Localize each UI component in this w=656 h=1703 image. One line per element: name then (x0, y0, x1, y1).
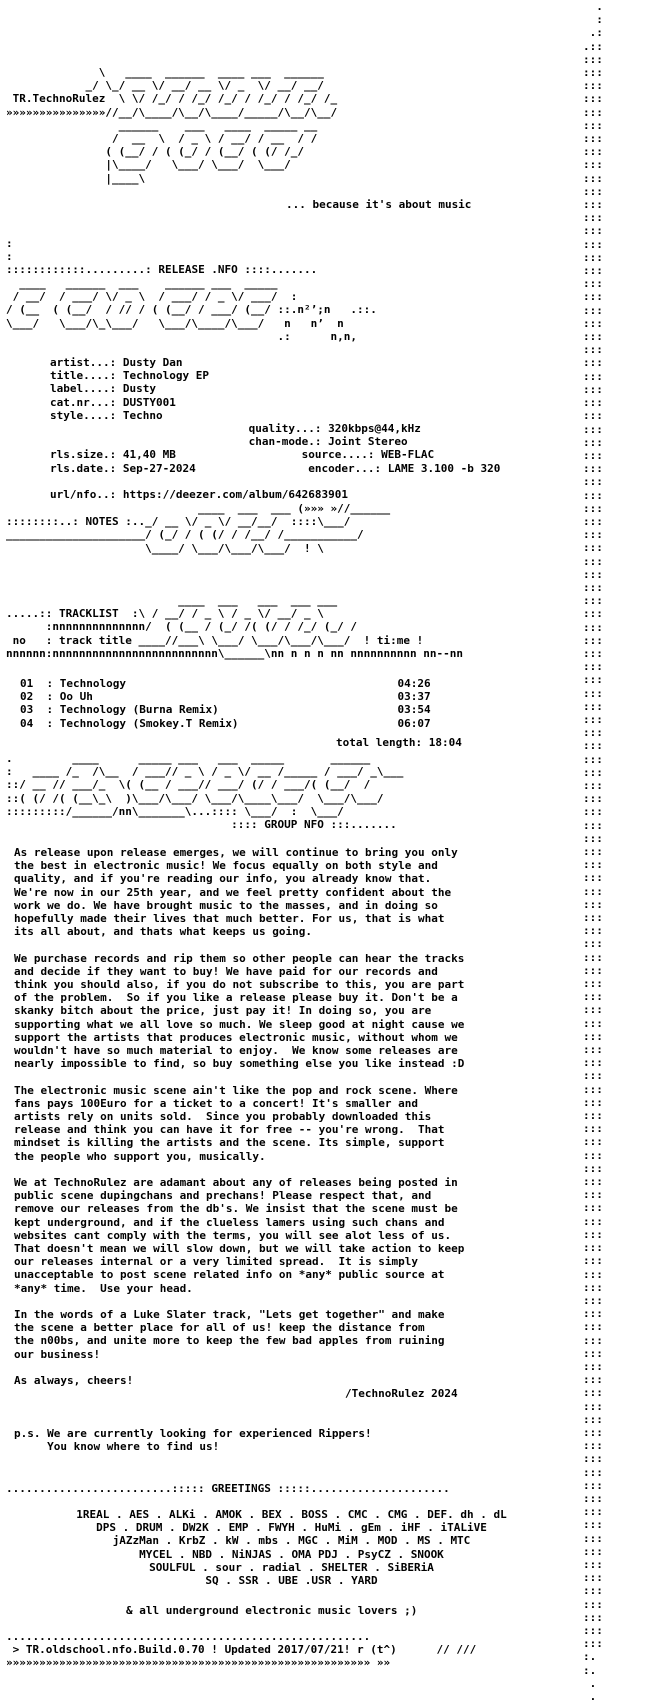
group-section-title: GROUP NFO (264, 818, 324, 832)
footer-bar: ....................................................... > TR.oldschool.nfo.Build.0.70 ! Updated 2017/07/21! r (t^) // /// »»»»»»»»»»»»»»»»»»»»»»»»»»»»»»»»»»»»»»»»»»»»»»»»»»»»»»» »» (6, 1630, 477, 1670)
col-time: ti:me (376, 633, 411, 647)
track-list (20, 677, 431, 730)
header-logo-art: \ ____ ______ ____ ___ ______ _/ \_/ __ \/ __/ __ \/ _ \/ __/ __/ TR.TechnoRulez \ \/ /_/ / /_/ /_/ / /_/ / /_/ /_ »»»»»»»»»»»»»»»//__/\____/\__/\____/_____/\__/\__/ ______ ___ ____ _____ __ / __ \ / _ \ / __/ / __ / / ( (__/ / ( (_/ / (__/ ( (/ /_/ |\____/ \___/ \___/ \___/ |____\ (6, 66, 338, 185)
greetings-section-title: GREETINGS (211, 1482, 271, 1495)
footer-updated: Updated 2017/07/21 (224, 1643, 344, 1657)
encoder-value: LAME 3.100 -b 320 (387, 461, 501, 475)
quality-value: 320kbps@44,kHz (328, 422, 421, 436)
source-value: WEB-FLAC (381, 448, 435, 462)
greetings-line: SOULFUL . sour . radial . SHELTER . SiBERiA (149, 1560, 434, 1574)
group-paragraph: We purchase records and rip them so other people can hear the tracks and decide if they want to buy! We have paid for our records and think you should also, if you do not subscribe to this, you are part of the problem. So if you like a release please buy it. Don't be a skanky bitch about the price, just pay it! In doing so, you are supporting what we all love so much. We sleep good at night cause we support the artists that produces electronic music, without whom we wouldn't have so much material to enjoy. We know some releases are nearly impossible to find, so buy something else you like instead :D (14, 951, 465, 1071)
chanmode-value: Joint Stereo (328, 435, 408, 449)
group-header-art: . ____ _____ ___ ___ _____ ______ : ____ /_ /\__ / ___// _ \ / _ \/ __ /_____ / ___/ _\___ ::/ __ // ___/_ \( (__ / ___// ___/ (/ / ___/( (__/ / ::( (/ /( (__\_\ )\___/\___/ \___/\____\___/ \___/\___/ :::::::::/______/nn\_______\...:::: \___/ : \___/ :::: GROUP NFO :::....... (6, 752, 404, 832)
artist-value: Dusty Dan (122, 356, 183, 369)
release-info: artist...: Dusty Dan title....: Technology EP label....: Dusty cat.nr...: DUSTY001 style....: Techno quality...: 320kbps@44,kHz chan-mode.: Joint Stereo rls.size.: 41,40 MB source....: WEB-FLAC rls.date.: Sep-27-2024 encoder...: LAME 3.100 -b 320 url/nfo..: https://deezer.com/album/642683901 (50, 356, 501, 502)
catnr-value: DUSTY001 (122, 395, 176, 409)
style-value: Techno (122, 408, 163, 422)
group-paragraph: We at TechnoRulez are adamant about any of releases being posted in public scene dupingchans and prechans! Please respect that, and remove our releases from the db's. We insist that the scene must be kept underground, and if the clueless lamers using such chans and websites cant comply with the terms, you will see alot less of us. That doesn't mean we will slow down, but we will take action to keep our releases internal or a very limited spread. It is simply unacceptable to post scene related info on *any* public source at *any* time. Use your head. (14, 1176, 465, 1295)
track-row: 04 : Technology (Smokey.T Remix) 06:07 (20, 716, 431, 730)
right-ascii-column: . : .: .:: ::: ::: ::: ::: ::: ::: ::: ::: ::: ::: ::: ::: ::: ::: ::: ::: ::: ::: ::: ::: ::: ::: ::: ::: ::: ::: ::: ::: ::: ::: ::: ::: ::: ::: ::: ::: ::: ::: ::: ::: ::: ::: ::: ::: ::: ::: ::: ::: ::: ::: ::: ::: ::: ::: ::: ::: ::: ::: ::: ::: ::: ::: ::: ::: ::: ::: ::: ::: ::: ::: ::: ::: ::: ::: ::: ::: ::: ::: ::: ::: ::: ::: ::: ::: ::: ::: ::: ::: ::: ::: ::: ::: ::: ::: ::: ::: ::: ::: ::: ::: ::: ::: ::: ::: ::: ::: ::: ::: ::: ::: ::: ::: ::: ::: ::: ::: ::: ::: ::: ::: ::: :. :. . . (583, 0, 603, 1703)
tagline: ... because it's about music (286, 198, 472, 211)
total-length: total length: 18:04 (336, 736, 462, 749)
group-paragraph: As always, cheers! (14, 1374, 134, 1388)
release-section-title: RELEASE .NFO (158, 263, 238, 277)
col-no: no (12, 633, 26, 647)
footer-build: TR.oldschool.nfo.Build.0.70 (25, 1643, 205, 1657)
notes-header-art: ____ ___ ___ (»»» »//______ ::::::::..: NOTES :.._/ __ \/ _ \/ __/__/ ::::\___/ _____________________/ (_/ / ( (/ / /__/ /___________/ \____/ \___/\___/\___/ ! \ (6, 502, 391, 555)
greetings-list (0, 1508, 583, 1587)
group-paragraph: In the words of a Luke Slater track, "Lets get together" and make the scene a better place for all of us! keep the distance from the n00bs, and unite more to keep the few bad apples from ruining our business! (14, 1308, 445, 1361)
notes-section-title: NOTES (85, 515, 119, 529)
greetings-divider: .........................::::: GREETINGS :::::..................... (6, 1482, 450, 1495)
greetings-closing: & all underground electronic music lovers ;) (126, 1604, 418, 1617)
greetings-line: MYCEL . NBD . NiNJAS . OMA PDJ . PsyCZ . SNOOK (139, 1547, 444, 1561)
greetings-line: jAZzMan . KrbZ . kW . mbs . MGC . MiM . MOD . MS . MTC (112, 1534, 471, 1548)
greetings-line: SQ . SSR . UBE .USR . YARD (205, 1574, 378, 1588)
group-paragraph: As release upon release emerges, we will continue to bring you only the best in electronic music! We focus equally on both style and quality, and if you're reading our info, you already know that. We're now in our 25th year, and we feel pretty confident about the work we do. We have brought music to the masses, and in doing so hopefully made their lives that much better. For us, that is what its all about, and thats what keeps us going. (14, 846, 458, 939)
track-row: 02 : Oo Uh 03:37 (20, 690, 431, 704)
group-body (14, 846, 464, 1453)
label-value: Dusty (122, 382, 156, 396)
ps-note: p.s. We are currently looking for experienced Rippers! You know where to find us! (14, 1426, 372, 1454)
tracklist-header-art: ____ ___ ___ ___ ___ .....:: TRACKLIST :\ / __/ / _ \ / _ \/ __/ _ \ :nnnnnnnnnnnnnn/ ( (__ / (_/ /( (/ / /_/ (_/ / no : track title ____//___\ \___/ \___/\___/\___/ ! ti:me ! nnnnnn:nnnnnnnnnnnnnnnnnnnnnnnnn\______\nn n n n nn nnnnnnnnnn nn--nn (6, 594, 463, 660)
tracklist-section-title: TRACKLIST (58, 607, 119, 621)
track-row: 03 : Technology (Burna Remix) 03:54 (20, 703, 431, 717)
col-title: track title (59, 633, 132, 647)
signature: /TechnoRulez 2024 (345, 1387, 458, 1401)
group-tag: TR.TechnoRulez (12, 92, 106, 106)
release-divider: : : ::::::::::::.........: RELEASE .NFO ::::....... (6, 237, 318, 277)
greetings-line: DPS . DRUM . DW2K . EMP . FWYH . HuMi . gEm . iHF . iTALiVE (96, 1521, 487, 1535)
track-row: 01 : Technology 04:26 (20, 677, 431, 690)
group-paragraph: The electronic music scene ain't like the pop and rock scene. Where fans pays 100Euro for a ticket to a concert! It's smaller and artists rely on units sold. Since you probably downloaded this release and think you can have it for free -- you're wrong. That mindset is killing the artists and the scene. Its simple, support the people who support you, musically. (14, 1083, 458, 1163)
date-value: Sep-27-2024 (122, 461, 196, 475)
title-value: Technology EP (122, 369, 209, 383)
release-logo-art: ____ ______ ___ ______ ___ _____ / __/ / ___/ \/ _ \ / ___/ / _ \/ ___/ : / (__ ( (__/ / // / ( (__/ / ___/ (__/ ::.n²’;n .::. \___/ \___/\_\___/ \___/\____/\___/ n n’ n .: n,n, (6, 277, 377, 343)
size-value: 41,40 MB (122, 448, 176, 462)
total-length-value: 18:04 (428, 736, 462, 749)
url-value: https://deezer.com/album/642683901 (122, 488, 349, 502)
greetings-line: 1REAL . AES . ALKi . AMOK . BEX . BOSS . CMC . CMG . DEF. dh . dL (76, 1508, 507, 1521)
